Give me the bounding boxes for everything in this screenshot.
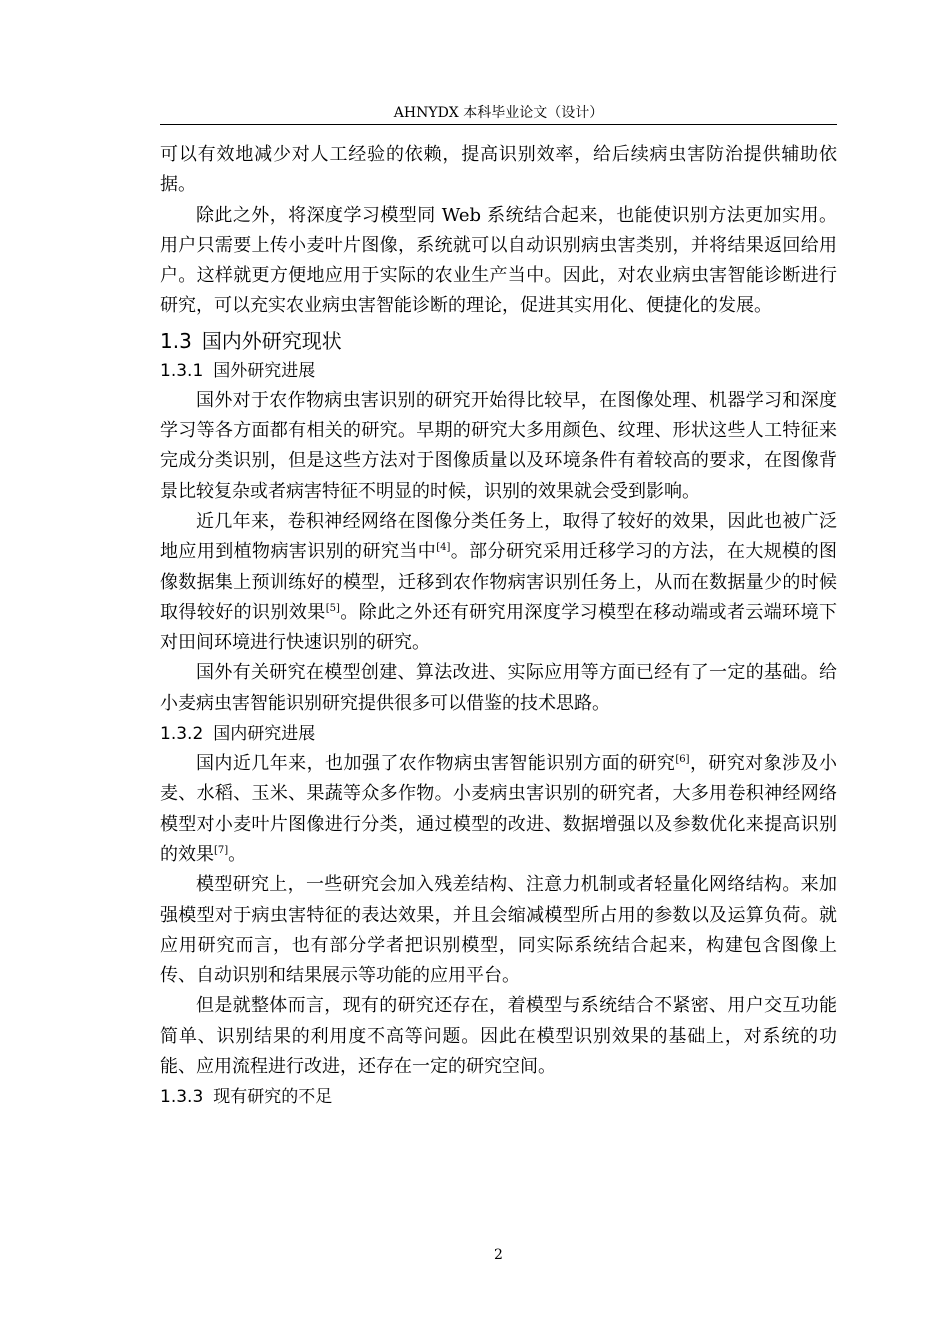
paragraph: 国外有关研究在模型创建、算法改进、实际应用等方面已经有了一定的基础。给小麦病虫害智能识别研究提供很多可以借鉴的技术思路。 <box>160 662 837 714</box>
paragraph: 可以有效地减少对人工经验的依赖，提高识别效率，给后续病虫害防治提供辅助依据。 <box>160 144 837 196</box>
paragraph <box>160 507 837 658</box>
paragraph <box>160 749 837 870</box>
paragraph: 但是就整体而言，现有的研究还存在，着模型与系统结合不紧密、用户交互功能简单、识别结果的利用度不高等问题。因此在模型识别效果的基础上，对系统的功能、应用流程进行改进，还存在一定的研究空间。 <box>160 995 837 1078</box>
citation-ref: [7] <box>214 844 229 856</box>
subsection-number: 1.3.1 <box>160 360 204 381</box>
section-heading-1-3 <box>160 326 837 356</box>
paragraph-text: ，研究对象涉及小麦、水稻、玉米、果蔬等众多作物。小麦病虫害识别的研究者，大多用卷积神经网络模型对小麦叶片图像进行分类，通过模型的改进、数据增强以及参数优化来提高识别的效果 <box>160 753 838 865</box>
subsection-number: 1.3.3 <box>160 1087 204 1108</box>
subsection-heading-1-3-1 <box>160 358 837 384</box>
paragraph: 国外对于农作物病虫害识别的研究开始得比较早，在图像处理、机器学习和深度学习等各方面都有相关的研究。早期的研究大多用颜色、纹理、形状这些人工特征来完成分类识别，但是这些方法对于图像质量以及环境条件有着较高的要求，在图像背景比较复杂或者病害特征不明显的时候，识别的效果就会受到影响。 <box>160 389 837 502</box>
paragraph-text: 近几年来，卷积神经网络在图像分类任务上，取得了较好的效果，因此也被广泛地应用到植物病害识别的研究当中 <box>160 510 837 563</box>
subsection-heading-1-3-2 <box>160 721 837 747</box>
subsection-title: 国外研究进展 <box>213 360 316 381</box>
subsection-title: 现有研究的不足 <box>213 1087 333 1108</box>
section-number: 1.3 <box>160 328 192 353</box>
citation-ref: [6] <box>675 754 690 766</box>
subsection-title: 国内研究进展 <box>213 724 316 745</box>
body-text <box>160 140 837 1112</box>
paragraph: 除此之外，将深度学习模型同 Web 系统结合起来，也能使识别方法更加实用。用户只需要上传小麦叶片图像，系统就可以自动识别病虫害类别，并将结果返回给用户。这样就更方便地应用于实际的农业生产当中。因此，对农业病虫害智能诊断进行研究，可以充实农业病虫害智能诊断的理论，促进其实用化、便捷化的发展。 <box>160 204 837 317</box>
paragraph-text: 国内近几年来，也加强了农作物病虫害智能识别方面的研究 <box>196 753 676 775</box>
citation-ref: [5] <box>325 602 340 614</box>
paragraph-text: 。除此之外还有研究用深度学习模型在移动端或者云端环境下对田间环境进行快速识别的研究。 <box>160 601 838 654</box>
running-header: AHNYDX 本科毕业论文（设计） <box>393 105 604 121</box>
header-rule <box>160 124 837 125</box>
subsection-heading-1-3-3 <box>160 1084 837 1110</box>
paragraph: 模型研究上，一些研究会加入残差结构、注意力机制或者轻量化网络结构。来加强模型对于病虫害特征的表达效果，并且会缩减模型所占用的参数以及运算负荷。就应用研究而言，也有部分学者把识别模型，同实际系统结合起来，构建包含图像上传、自动识别和结果展示等功能的应用平台。 <box>160 874 837 987</box>
citation-ref: [4] <box>436 542 451 554</box>
paragraph-text: 。部分研究采用迁移学习的方法，在大规模的图像数据集上预训练好的模型，迁移到农作物病害识别任务上，从而在数据量少的时候取得较好的识别效果 <box>160 541 838 623</box>
paragraph-text: 。 <box>228 843 247 865</box>
subsection-number: 1.3.2 <box>160 724 204 745</box>
page-number: 2 <box>494 1247 503 1263</box>
section-title: 国内外研究现状 <box>201 328 342 353</box>
